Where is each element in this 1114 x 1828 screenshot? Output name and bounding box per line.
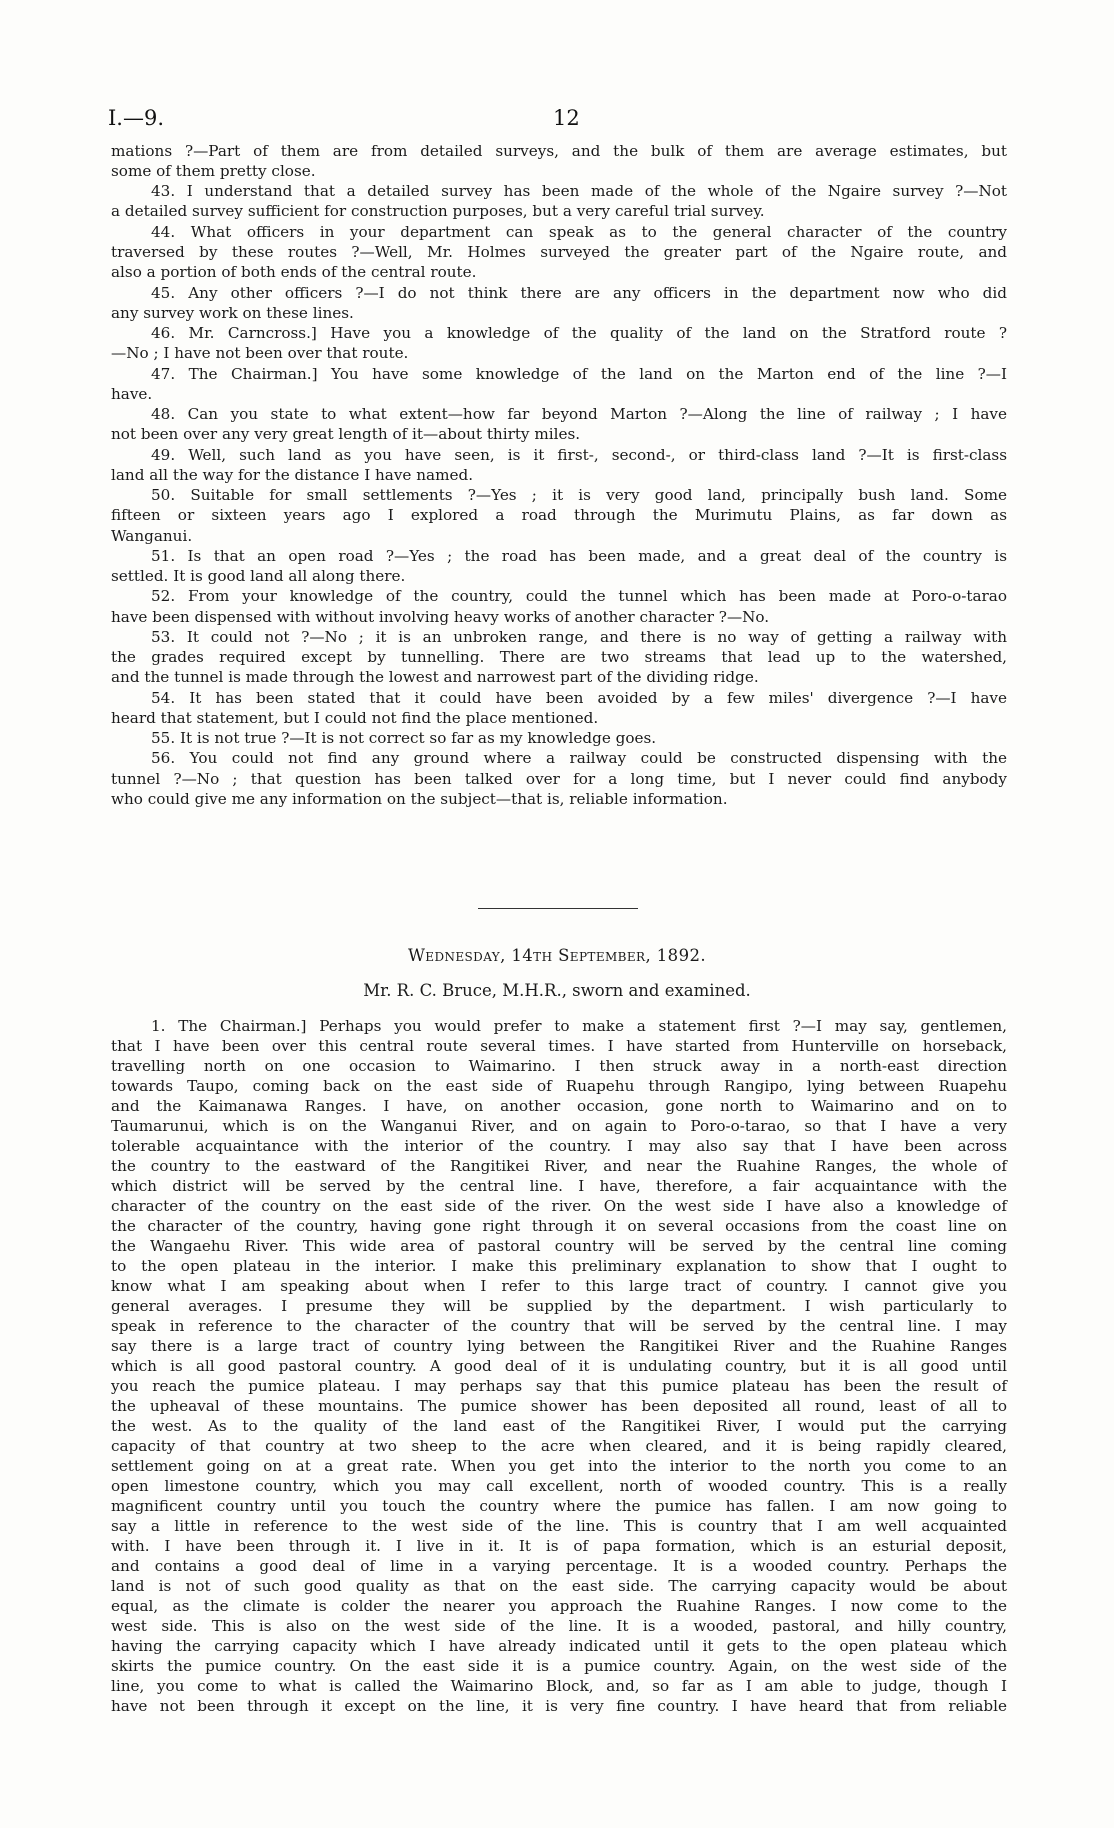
text-line: 55. It is not true ?—It is not correct so far as my knowledge goes. <box>151 729 657 747</box>
text-line: know what I am speaking about when I refer to this large tract of country. I cannot give you <box>111 1277 1007 1295</box>
text-line: speak in reference to the character of the country that will be served by the central line. I may <box>111 1317 1007 1335</box>
text-line: capacity of that country at two sheep to the acre when cleared, and it is being rapidly cleared, <box>111 1437 1007 1455</box>
text-line: 52. From your knowledge of the country, could the tunnel which has been made at Poro-o-tarao <box>151 587 1007 605</box>
text-line: settlement going on at a great rate. When you get into the interior to the north you come to an <box>111 1457 1007 1475</box>
text-line: tunnel ?—No ; that question has been talked over for a long time, but I never could find anybody <box>111 770 1007 788</box>
text-line: 43. I understand that a detailed survey has been made of the whole of the Ngaire survey ?—Not <box>151 182 1007 200</box>
page-number: 12 <box>553 106 580 130</box>
text-line: west side. This is also on the west side of the line. It is a wooded, pastoral, and hilly country, <box>111 1617 1007 1635</box>
text-line: 44. What officers in your department can speak as to the general character of the country <box>151 223 1007 241</box>
text-line: Wanganui. <box>111 527 193 545</box>
text-line: fifteen or sixteen years ago I explored a road through the Murimutu Plains, as far down as <box>111 506 1007 524</box>
text-line: you reach the pumice plateau. I may perhaps say that this pumice plateau has been the result of <box>111 1377 1007 1395</box>
text-line: 56. You could not find any ground where a railway could be constructed dispensing with the <box>151 749 1007 767</box>
text-line: and the Kaimanawa Ranges. I have, on another occasion, gone north to Waimarino and on to <box>111 1097 1007 1115</box>
text-line: some of them pretty close. <box>111 162 316 180</box>
text-line: have. <box>111 385 153 403</box>
text-line: traversed by these routes ?—Well, Mr. Holmes surveyed the greater part of the Ngaire route, and <box>111 243 1007 261</box>
text-line: not been over any very great length of it—about thirty miles. <box>111 425 581 443</box>
text-line: a detailed survey sufficient for construction purposes, but a very careful trial survey. <box>111 202 765 220</box>
text-line: 45. Any other officers ?—I do not think there are any officers in the department now who did <box>151 284 1007 302</box>
text-line: also a portion of both ends of the central route. <box>111 263 477 281</box>
text-line: travelling north on one occasion to Waimarino. I then struck away in a north-east direction <box>111 1057 1007 1075</box>
text-line: who could give me any information on the subject—that is, reliable information. <box>111 790 728 808</box>
document-reference: I.—9. <box>108 106 165 130</box>
text-line: say a little in reference to the west side of the line. This is country that I am well acquainted <box>111 1517 1007 1535</box>
text-line: and contains a good deal of lime in a varying percentage. It is a wooded country. Perhaps the <box>111 1557 1007 1575</box>
text-line: to the open plateau in the interior. I make this preliminary explanation to show that I ought to <box>111 1257 1007 1275</box>
text-line: the upheaval of these mountains. The pumice shower has been deposited all round, least of all to <box>111 1397 1007 1415</box>
text-line: open limestone country, which you may call excellent, north of wooded country. This is a really <box>111 1477 1007 1495</box>
text-line: —No ; I have not been over that route. <box>111 344 409 362</box>
text-line: have not been through it except on the line, it is very fine country. I have heard that from reliable <box>111 1697 1007 1715</box>
text-line: 54. It has been stated that it could have been avoided by a few miles' divergence ?—I have <box>151 689 1007 707</box>
text-line: tolerable acquaintance with the interior of the country. I may also say that I have been across <box>111 1137 1007 1155</box>
text-line: that I have been over this central route several times. I have started from Hunterville on horseback, <box>111 1037 1007 1055</box>
text-line: say there is a large tract of country lying between the Rangitikei River and the Ruahine Ranges <box>111 1337 1007 1355</box>
text-line: character of the country on the east side of the river. On the west side I have also a knowledge of <box>111 1197 1007 1215</box>
text-line: 47. The Chairman.] You have some knowledge of the land on the Marton end of the line ?—I <box>151 365 1007 383</box>
text-line: 49. Well, such land as you have seen, is it first-, second-, or third-class land ?—It is first-class <box>151 446 1007 464</box>
witness-heading: Mr. R. C. Bruce, M.H.R., sworn and examined. <box>363 981 751 1000</box>
text-line: line, you come to what is called the Waimarino Block, and, so far as I am able to judge, though I <box>111 1677 1007 1695</box>
text-line: with. I have been through it. I live in it. It is of papa formation, which is an esturial deposit, <box>111 1537 1007 1555</box>
section-divider <box>478 908 638 909</box>
text-line: the west. As to the quality of the land east of the Rangitikei River, I would put the carrying <box>111 1417 1007 1435</box>
text-line: which district will be served by the central line. I have, therefore, a fair acquaintance with the <box>111 1177 1007 1195</box>
text-line: equal, as the climate is colder the nearer you approach the Ruahine Ranges. I now come to the <box>111 1597 1007 1615</box>
text-line: the Wangaehu River. This wide area of pastoral country will be served by the central line coming <box>111 1237 1007 1255</box>
text-line: land is not of such good quality as that on the east side. The carrying capacity would be about <box>111 1577 1007 1595</box>
date-heading: Wednesday, 14th September, 1892. <box>407 946 707 965</box>
text-line: skirts the pumice country. On the east side it is a pumice country. Again, on the west side of the <box>111 1657 1007 1675</box>
text-line: have been dispensed with without involving heavy works of another character ?—No. <box>111 608 770 626</box>
text-line: land all the way for the distance I have named. <box>111 466 474 484</box>
text-line: having the carrying capacity which I have already indicated until it gets to the open plateau which <box>111 1637 1007 1655</box>
text-line: 1. The Chairman.] Perhaps you would prefer to make a statement first ?—I may say, gentlemen, <box>151 1017 1007 1035</box>
text-line: settled. It is good land all along there. <box>111 567 406 585</box>
text-line: Taumarunui, which is on the Wanganui River, and on again to Poro-o-tarao, so that I have a very <box>111 1117 1007 1135</box>
text-line: 51. Is that an open road ?—Yes ; the road has been made, and a great deal of the country is <box>151 547 1007 565</box>
text-line: heard that statement, but I could not find the place mentioned. <box>111 709 599 727</box>
text-line: 50. Suitable for small settlements ?—Yes ; it is very good land, principally bush land. Some <box>151 486 1007 504</box>
text-line <box>111 1716 1007 1736</box>
text-line: the country to the eastward of the Rangitikei River, and near the Ruahine Ranges, the whole of <box>111 1157 1007 1175</box>
text-line: 53. It could not ?—No ; it is an unbroken range, and there is no way of getting a railway with <box>151 628 1007 646</box>
text-line: general averages. I presume they will be supplied by the department. I wish particularly to <box>111 1297 1007 1315</box>
text-line: 46. Mr. Carncross.] Have you a knowledge of the quality of the land on the Stratford route ? <box>151 324 1007 342</box>
text-line: which is all good pastoral country. A good deal of it is undulating country, but it is all good until <box>111 1357 1007 1375</box>
text-line: the character of the country, having gone right through it on several occasions from the coast line on <box>111 1217 1007 1235</box>
text-line: magnificent country until you touch the country where the pumice has fallen. I am now going to <box>111 1497 1007 1515</box>
text-line: the grades required except by tunnelling. There are two streams that lead up to the watershed, <box>111 648 1007 666</box>
text-line: 48. Can you state to what extent—how far beyond Marton ?—Along the line of railway ; I have <box>151 405 1007 423</box>
text-line: and the tunnel is made through the lowest and narrowest part of the dividing ridge. <box>111 668 759 686</box>
text-line: towards Taupo, coming back on the east side of Ruapehu through Rangipo, lying between Ruapehu <box>111 1077 1007 1095</box>
text-line: any survey work on these lines. <box>111 304 354 322</box>
text-line: mations ?—Part of them are from detailed surveys, and the bulk of them are average estimates, but <box>111 142 1007 160</box>
